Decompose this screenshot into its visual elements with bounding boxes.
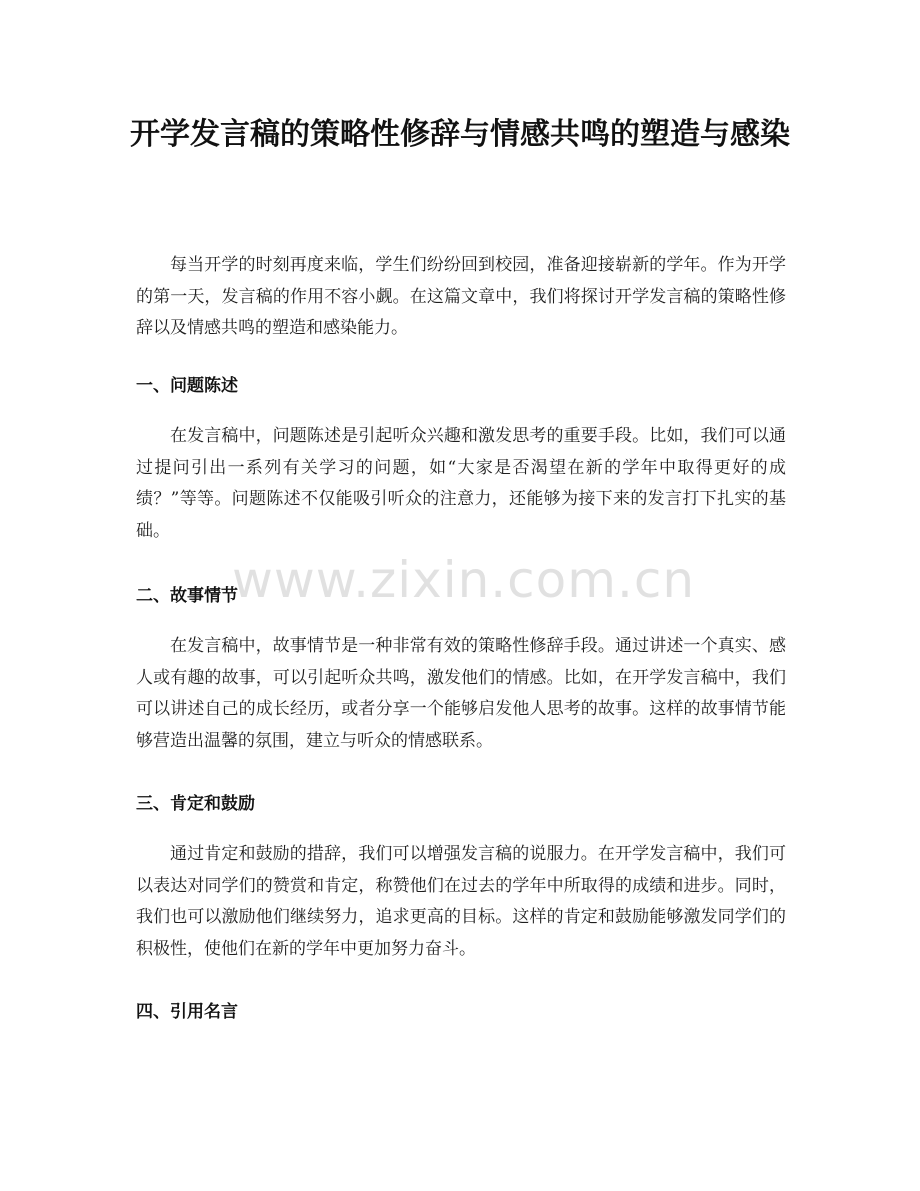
- document-title: 开学发言稿的策略性修辞与情感共鸣的塑造与感染: [130, 117, 790, 152]
- section-heading-3: 三、肯定和鼓励: [136, 794, 255, 814]
- section-body-1: 在发言稿中，问题陈述是引起听众兴趣和激发思考的重要手段。比如，我们可以通过提问引出一系列有关学习的问题，如“大家是否渴望在新的学年中取得更好的成绩？”等等。问题陈述不仅能吸引听众的注意力，还能够为接下来的发言打下扎实的基础。: [136, 426, 786, 541]
- section-heading-4: 四、引用名言: [136, 1002, 238, 1022]
- watermark: www.zixin.com.cn: [232, 551, 696, 609]
- section-heading-1: 一、问题陈述: [136, 376, 238, 396]
- section-body-2: 在发言稿中，故事情节是一种非常有效的策略性修辞手段。通过讲述一个真实、感人或有趣的故事，可以引起听众共鸣，激发他们的情感。比如，在开学发言稿中，我们可以讲述自己的成长经历，或者分享一个能够启发他人思考的故事。这样的故事情节能够营造出温馨的氛围，建立与听众的情感联系。: [136, 636, 786, 751]
- intro-paragraph: 每当开学的时刻再度来临，学生们纷纷回到校园，准备迎接崭新的学年。作为开学的第一天，发言稿的作用不容小觑。在这篇文章中，我们将探讨开学发言稿的策略性修辞以及情感共鸣的塑造和感染能力。: [136, 255, 786, 338]
- section-body-3: 通过肯定和鼓励的措辞，我们可以增强发言稿的说服力。在开学发言稿中，我们可以表达对同学们的赞赏和肯定，称赞他们在过去的学年中所取得的成绩和进步。同时，我们也可以激励他们继续努力，追求更高的目标。这样的肯定和鼓励能够激发同学们的积极性，使他们在新的学年中更加努力奋斗。: [136, 844, 786, 959]
- section-heading-2: 二、故事情节: [136, 586, 238, 606]
